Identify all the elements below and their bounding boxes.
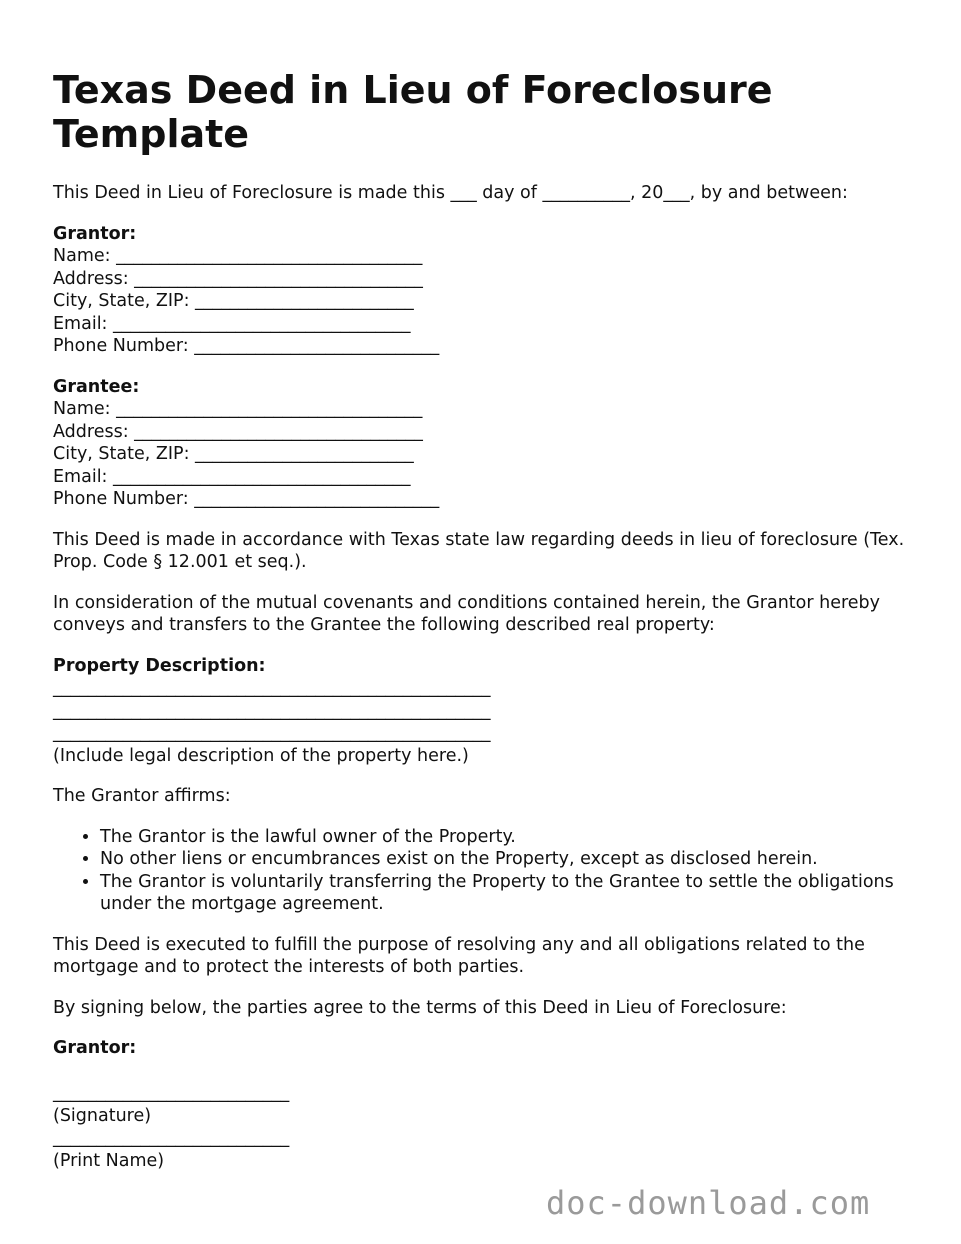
- signing-intro: By signing below, the parties agree to the terms of this Deed in Lieu of Foreclosure:: [53, 997, 787, 1018]
- signature-spacer: [53, 1060, 923, 1083]
- grantor-phone-field: Phone Number: ____________________________: [53, 336, 440, 356]
- affirms-intro: The Grantor affirms:: [53, 786, 231, 806]
- grantee-city-state-zip-field: City, State, ZIP: _________________________: [53, 444, 414, 464]
- document-title: Texas Deed in Lieu of Foreclosure Template: [53, 68, 773, 156]
- affirmation-item: • The Grantor is voluntarily transferring the Property to the Grantee to settle the obligations under the mortgage agreement.: [100, 871, 923, 916]
- grantee-name-field: Name: ___________________________________: [53, 399, 423, 419]
- grantor-email-field: Email: __________________________________: [53, 313, 411, 334]
- affirmations-list: [53, 826, 923, 916]
- document-page: [53, 68, 923, 1172]
- property-line: __________________________________________________: [53, 700, 491, 721]
- property-description-section: [53, 655, 923, 768]
- affirmation-item: • No other liens or encumbrances exist on the Property, except as disclosed herein.: [100, 848, 923, 871]
- property-line: __________________________________________________: [53, 678, 491, 698]
- affirmation-item: • The Grantor is the lawful owner of the Property.: [100, 826, 923, 849]
- grantee-email-field: Email: __________________________________: [53, 466, 411, 487]
- consideration-paragraph: In consideration of the mutual covenants and conditions contained herein, the Grantor hereby conveys and transfers to the Grantee the following described real property:: [53, 592, 881, 635]
- grantor-section: [53, 223, 923, 358]
- law-statement: This Deed is made in accordance with Texas state law regarding deeds in lieu of foreclosure (Tex. Prop. Code § 12.001 et seq.).: [53, 529, 905, 572]
- print-name-caption: (Print Name): [53, 1150, 165, 1171]
- grantee-phone-field: Phone Number: ____________________________: [53, 489, 440, 509]
- grantee-section: [53, 376, 923, 511]
- property-line: __________________________________________________: [53, 723, 491, 743]
- grantor-city-state-zip-field: City, State, ZIP: _________________________: [53, 291, 414, 311]
- signature-grantor-label: Grantor:: [53, 1038, 137, 1058]
- intro-paragraph: This Deed in Lieu of Foreclosure is made this ___ day of __________, 20___, by and between:: [53, 183, 848, 203]
- property-note: (Include legal description of the property here.): [53, 745, 469, 766]
- watermark: doc-download.com: [546, 1184, 871, 1222]
- purpose-paragraph: This Deed is executed to fulfill the purpose of resolving any and all obligations related to the mortgage and to protect the interests of both parties.: [53, 934, 865, 977]
- grantor-name-field: Name: ___________________________________: [53, 246, 423, 266]
- property-description-label: Property Description:: [53, 655, 266, 676]
- grantor-label: Grantor:: [53, 223, 137, 244]
- print-name-line: ___________________________: [53, 1128, 290, 1148]
- signature-caption: (Signature): [53, 1105, 152, 1126]
- grantee-label: Grantee:: [53, 376, 140, 397]
- signature-section: [53, 1037, 923, 1172]
- signature-line: ___________________________: [53, 1083, 290, 1103]
- grantor-address-field: Address: _________________________________: [53, 268, 423, 289]
- grantee-address-field: Address: _________________________________: [53, 421, 423, 442]
